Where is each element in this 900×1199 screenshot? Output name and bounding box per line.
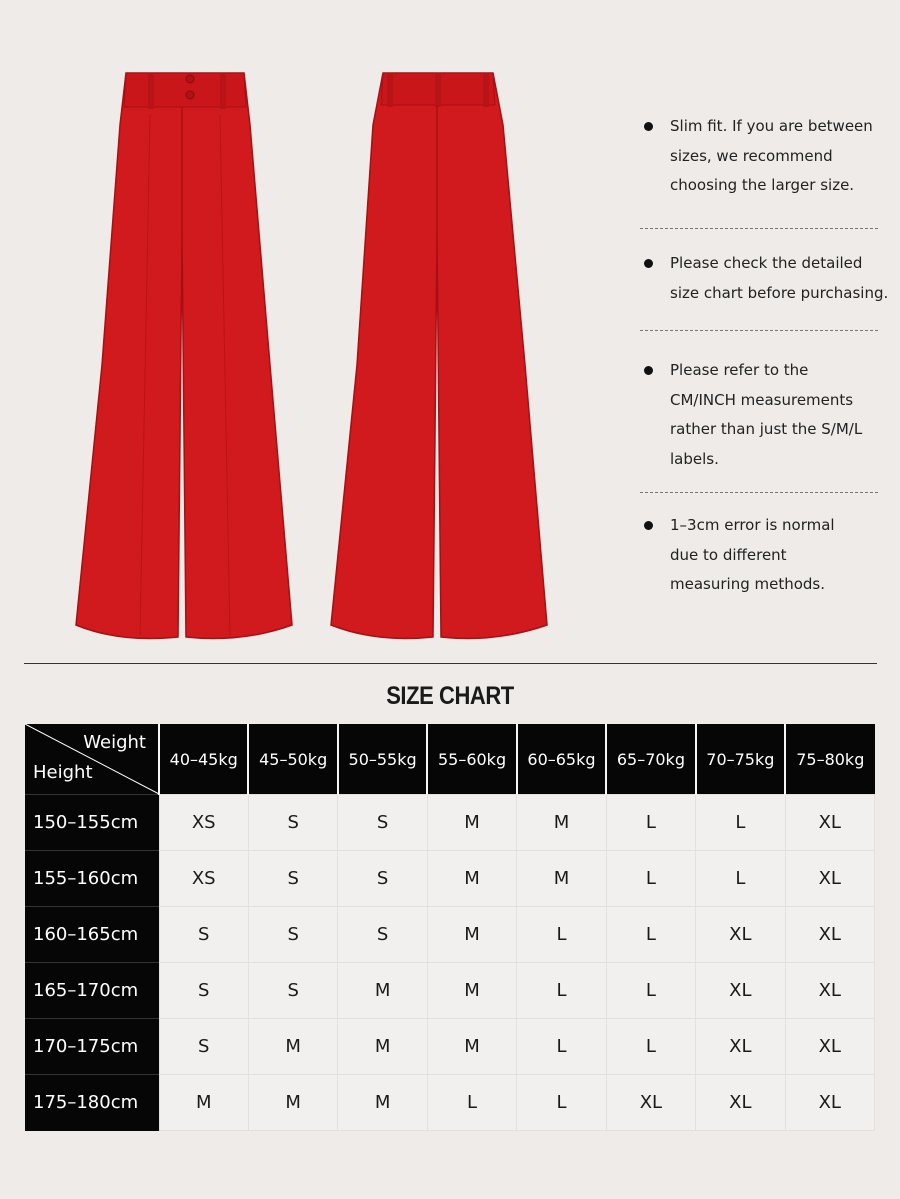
size-cell: S [248,795,337,851]
note-line: 1–3cm error is normal [670,516,835,534]
bullet-icon [644,521,653,530]
size-cell: S [159,1019,248,1075]
size-cell: L [606,1019,695,1075]
weight-header: 55–60kg [427,724,516,795]
height-header: 165–170cm [25,963,159,1019]
size-cell: L [696,851,785,907]
size-cell: XL [785,851,874,907]
size-cell: XL [696,907,785,963]
note-line: CM/INCH measurements [670,390,854,409]
size-cell: S [248,851,337,907]
table-row [25,907,875,963]
size-cell: XL [696,1019,785,1075]
note-line: due to different [670,545,787,564]
size-chart-table [25,724,875,1131]
height-header: 170–175cm [25,1019,159,1075]
table-row [25,851,875,907]
size-cell: M [427,907,516,963]
size-cell: M [338,1075,427,1131]
size-cell: XL [696,963,785,1019]
size-chart-title: SIZE CHART [386,682,514,710]
note-measurements [640,356,862,474]
size-cell: L [517,1019,606,1075]
weight-header-row [25,724,875,795]
bullet-icon [644,366,653,375]
weight-header: 75–80kg [785,724,874,795]
corner-header [25,724,159,795]
note-line: labels. [670,449,719,468]
size-cell: M [338,963,427,1019]
size-cell: M [248,1075,337,1131]
size-cell: M [427,795,516,851]
size-cell: XL [785,963,874,1019]
size-cell: XL [785,1075,874,1131]
note-line: choosing the larger size. [670,176,855,194]
table-row [25,963,875,1019]
weight-header: 60–65kg [517,724,606,795]
size-cell: S [159,963,248,1019]
note-line: Please refer to the [670,361,809,379]
height-header: 150–155cm [25,795,159,851]
size-cell: L [517,1075,606,1131]
size-cell: XL [696,1075,785,1131]
size-cell: M [427,1019,516,1075]
height-header: 155–160cm [25,851,159,907]
weight-header: 40–45kg [159,724,248,795]
weight-label: Weight [83,732,146,753]
size-cell: L [696,795,785,851]
pants-front-image [70,65,300,645]
size-cell: L [606,907,695,963]
height-header: 175–180cm [25,1075,159,1131]
pants-back-image [325,65,555,645]
size-cell: M [338,1019,427,1075]
size-cell: XL [785,795,874,851]
table-row [25,1019,875,1075]
note-check-chart [640,249,888,308]
size-cell: L [606,963,695,1019]
size-cell: M [248,1019,337,1075]
size-cell: XS [159,795,248,851]
size-cell: L [517,963,606,1019]
table-row [25,1075,875,1131]
bullet-icon [644,122,653,131]
size-cell: XL [785,1019,874,1075]
note-line: Slim fit. If you are between [670,117,873,135]
table-row [25,795,875,851]
size-cell: XL [785,907,874,963]
size-cell: S [248,907,337,963]
divider [640,330,878,331]
size-cell: L [517,907,606,963]
note-line: Please check the detailed [670,254,863,272]
size-cell: L [606,851,695,907]
weight-header: 50–55kg [338,724,427,795]
size-cell: M [427,851,516,907]
size-cell: L [427,1075,516,1131]
size-cell: S [248,963,337,1019]
weight-header: 65–70kg [606,724,695,795]
size-cell: XL [606,1075,695,1131]
size-cell: S [338,795,427,851]
size-cell: M [159,1075,248,1131]
size-cell: L [606,795,695,851]
height-header: 160–165cm [25,907,159,963]
size-cell: M [517,851,606,907]
size-cell: S [159,907,248,963]
note-line: size chart before purchasing. [670,283,889,302]
weight-header: 70–75kg [696,724,785,795]
note-line: measuring methods. [670,575,825,593]
bullet-icon [644,259,653,268]
note-line: rather than just the S/M/L [670,420,863,438]
divider [640,228,878,229]
note-error [640,511,835,600]
note-slim-fit [640,112,873,201]
size-cell: M [517,795,606,851]
height-label: Height [33,762,93,783]
weight-header: 45–50kg [248,724,337,795]
section-rule [24,663,877,664]
divider [640,492,878,493]
note-line: sizes, we recommend [670,146,833,165]
size-cell: M [427,963,516,1019]
size-cell: XS [159,851,248,907]
size-cell: S [338,851,427,907]
size-cell: S [338,907,427,963]
